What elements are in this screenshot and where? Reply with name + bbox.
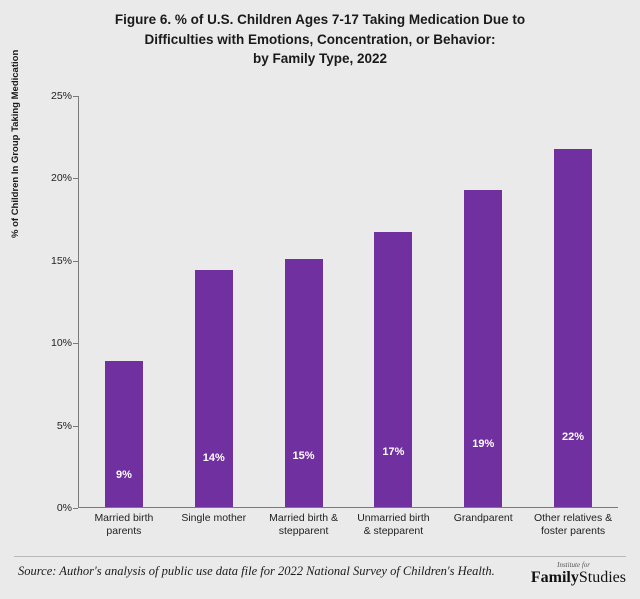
x-label-line: Grandparent <box>453 512 513 524</box>
bar-slot-other-relatives-foster-parents <box>528 96 618 507</box>
bar-single-mother[interactable] <box>195 270 233 507</box>
institute-for-family-studies-logo <box>531 562 626 586</box>
chart-title <box>30 10 610 69</box>
logo-top-text: Institute for <box>557 561 590 569</box>
chart-title-line-3: by Family Type, 2022 <box>252 51 388 67</box>
y-tick-label-15: 15% <box>50 254 72 267</box>
x-label-married-birth-stepparent <box>259 512 349 538</box>
logo-family-text: Family <box>530 569 579 586</box>
bar-married-birth-parents[interactable] <box>105 361 143 507</box>
bar-married-birth-stepparent[interactable] <box>285 259 323 507</box>
bar-value-label: 19% <box>472 437 495 450</box>
x-label-line: Married birth <box>94 512 154 524</box>
bar-slot-married-birth-stepparent <box>259 96 349 507</box>
bar-series <box>79 96 618 507</box>
y-axis-title: % of Children In Group Taking Medication <box>10 49 21 238</box>
bar-value-label: 9% <box>115 468 132 481</box>
logo-main-text <box>531 570 626 586</box>
footer-divider <box>14 556 626 557</box>
y-tick-label-5: 5% <box>56 419 72 432</box>
y-tick-label-10: 10% <box>50 337 72 350</box>
x-label-line: foster parents <box>540 525 606 538</box>
x-label-line: Single mother <box>181 512 247 524</box>
bar-slot-married-birth-parents <box>79 96 169 507</box>
x-label-other-relatives-foster-parents <box>528 512 618 538</box>
y-tick-label-20: 20% <box>50 172 72 185</box>
bar-slot-grandparent <box>438 96 528 507</box>
x-label-line: & stepparent <box>363 525 424 538</box>
bar-grandparent[interactable] <box>464 190 502 507</box>
x-axis-labels <box>79 512 618 538</box>
y-tick-label-0: 0% <box>56 502 72 514</box>
x-label-line: Unmarried birth <box>357 512 430 524</box>
bar-slot-unmarried-birth-stepparent <box>348 96 438 507</box>
bar-slot-single-mother <box>169 96 259 507</box>
plot-area <box>50 90 618 514</box>
x-label-grandparent <box>438 512 528 538</box>
bar-value-label: 17% <box>382 445 405 458</box>
x-label-single-mother <box>169 512 259 538</box>
x-axis-line <box>78 507 618 508</box>
x-label-line: parents <box>106 525 142 538</box>
y-tick-label-25: 25% <box>50 90 72 102</box>
bar-other-relatives-foster-parents[interactable] <box>554 149 592 507</box>
source-note: Source: Author's analysis of public use data file for 2022 National Survey of Children's Health. <box>18 564 495 578</box>
x-label-married-birth-parents <box>79 512 169 538</box>
bar-value-label: 15% <box>292 450 315 463</box>
chart-title-line-2: Difficulties with Emotions, Concentration, or Behavior: <box>144 31 496 47</box>
y-tick-mark-0 <box>73 508 78 509</box>
x-label-line: Other relatives & <box>533 512 613 524</box>
logo-studies-text: Studies <box>578 569 626 586</box>
chart-title-line-1: Figure 6. % of U.S. Children Ages 7-17 Taking Medication Due to <box>114 12 526 27</box>
x-label-unmarried-birth-stepparent <box>348 512 438 538</box>
x-label-line: Married birth & <box>269 512 338 524</box>
bar-unmarried-birth-stepparent[interactable] <box>374 232 412 507</box>
bar-value-label: 22% <box>562 430 585 443</box>
x-label-line: stepparent <box>278 525 329 538</box>
bar-value-label: 14% <box>202 452 225 465</box>
